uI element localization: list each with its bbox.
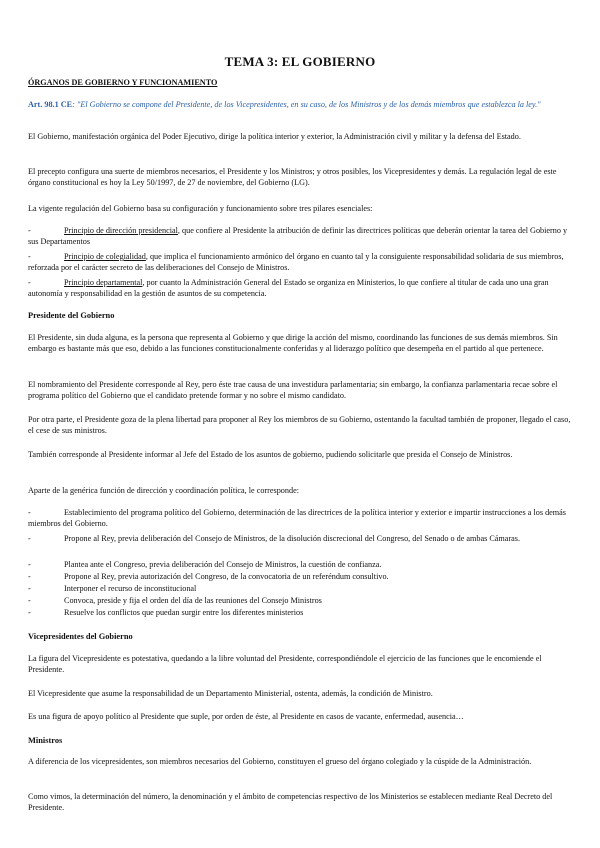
function-item: - Interponer el recurso de inconstitucional (28, 584, 197, 593)
article-ref: Art. 98.1 CE (28, 100, 73, 109)
paragraph: El nombramiento del Presidente corresponde al Rey, pero éste trae causa de una investidura parlamentaria; sin embargo, la confianza parlamentaria recae sobre el programa político del Gobierno que el candidato pretende formar y no sobre el mismo candidato. (28, 380, 558, 401)
principle-text: , que confiere al Presidente la atribución de definir las directrices políticas que deberán orientar la tarea del Gobierno y sus Departamentos (28, 226, 568, 247)
paragraph: El Gobierno, manifestación orgánica del Poder Ejecutivo, dirige la política interior y exterior, la Administración civil y militar y la defensa del Estado. (28, 132, 521, 141)
heading-presidente: Presidente del Gobierno (28, 311, 115, 320)
paragraph: También corresponde al Presidente informar al Jefe del Estado de los asuntos de gobierno, pudiendo solicitarle que presida el Consejo de Ministros. (28, 450, 513, 459)
principle-item (28, 277, 576, 300)
paragraph: Es una figura de apoyo político al Presidente que suple, por orden de éste, al Presidente en casos de vacante, enfermedad, ausencia… (28, 712, 464, 721)
page-title: TEMA 3: EL GOBIERNO (224, 54, 376, 69)
principle-item (28, 251, 576, 274)
function-item: - Plantea ante el Congreso, previa deliberación del Consejo de Ministros, la cuestión de confianza. (28, 560, 382, 569)
function-item: - Propone al Rey, previa deliberación del Consejo de Ministros, de la disolución discrecional del Congreso, del Senado o de ambas Cámaras. (28, 534, 521, 543)
article-quote (28, 99, 576, 110)
function-item: - Propone al Rey, previa autorización del Congreso, de la convocatoria de un referéndum consultivo. (28, 572, 389, 581)
paragraph: La figura del Vicepresidente es potestativa, quedando a la libre voluntad del Presidente, correspondiéndole el ejercicio de las funciones que le encomiende el Presidente. (28, 654, 542, 675)
paragraph: El Vicepresidente que asume la responsabilidad de un Departamento Ministerial, ostenta, además, la condición de Ministro. (28, 689, 433, 698)
principle-name: Principio de dirección presidencial (64, 226, 178, 235)
paragraph: A diferencia de los vicepresidentes, son miembros necesarios del Gobierno, constituyen el grueso del órgano colegiado y la cúspide de la Administración. (28, 757, 532, 766)
principle-name: Principio departamental (64, 278, 143, 287)
bullet: - (28, 226, 31, 235)
paragraph: Como vimos, la determinación del número, la denominación y el ámbito de competencias respectivo de los Ministerios se establecen mediante Real Decreto del Presidente. (28, 792, 553, 813)
section-heading: ÓRGANOS DE GOBIERNO Y FUNCIONAMIENTO (28, 78, 218, 87)
function-item: - Resuelve los conflictos que puedan surgir entre los diferentes ministerios (28, 608, 304, 617)
principle-text: , por cuanto la Administración General del Estado se organiza en Ministerios, lo que confiere al titular de cada uno una gran autonomía y responsabilidad en la gestión de asuntos de su competencia. (28, 278, 549, 299)
paragraph: Por otra parte, el Presidente goza de la plena libertad para proponer al Rey los miembros de su Gobierno, ostentando la facultad también de proponer, llegado el caso, el cese de sus ministros. (28, 415, 571, 436)
article-text: : "El Gobierno se compone del Presidente, de los Vicepresidentes, en su caso, de los Ministros y de los demás miembros que establezca la ley." (72, 100, 541, 109)
principle-item (28, 225, 576, 248)
paragraph: El precepto configura una suerte de miembros necesarios, el Presidente y los Ministros; y otros posibles, los Vicepresidentes y demás. La regulación legal de este órgano constitucional es hoy la Ley 50/1997, de 27 de noviembre, del Gobierno (LG). (28, 167, 557, 188)
function-item: - Establecimiento del programa político del Gobierno, determinación de las directrices de la política interior y exterior e impartir instrucciones a los demás miembros del Gobierno. (28, 508, 566, 529)
paragraph: La vigente regulación del Gobierno basa su configuración y funcionamiento sobre tres pilares esenciales: (28, 204, 373, 213)
heading-vicepresidentes: Vicepresidentes del Gobierno (28, 632, 133, 641)
principle-text: , que implica el funcionamiento armónico del órgano en cuanto tal y la consiguiente responsabilidad solidaria de sus miembros, reforzada por el carácter secreto de las deliberaciones del Consejo de Ministros. (28, 252, 564, 273)
paragraph: El Presidente, sin duda alguna, es la persona que representa al Gobierno y que dirige la acción del mismo, coordinando las funciones de sus demás miembros. Sin embargo es bastante más que eso, debido a las funciones constitucionalmente conferidas y al liderazgo político que desempeña en el partido al que pertenece. (28, 333, 558, 354)
paragraph: Aparte de la genérica función de dirección y coordinación política, le corresponde: (28, 486, 299, 495)
function-item: - Convoca, preside y fija el orden del día de las reuniones del Consejo Ministros (28, 596, 322, 605)
bullet: - (28, 252, 31, 261)
heading-ministros: Ministros (28, 736, 63, 745)
principle-name: Principio de colegialidad (64, 252, 146, 261)
bullet: - (28, 278, 31, 287)
